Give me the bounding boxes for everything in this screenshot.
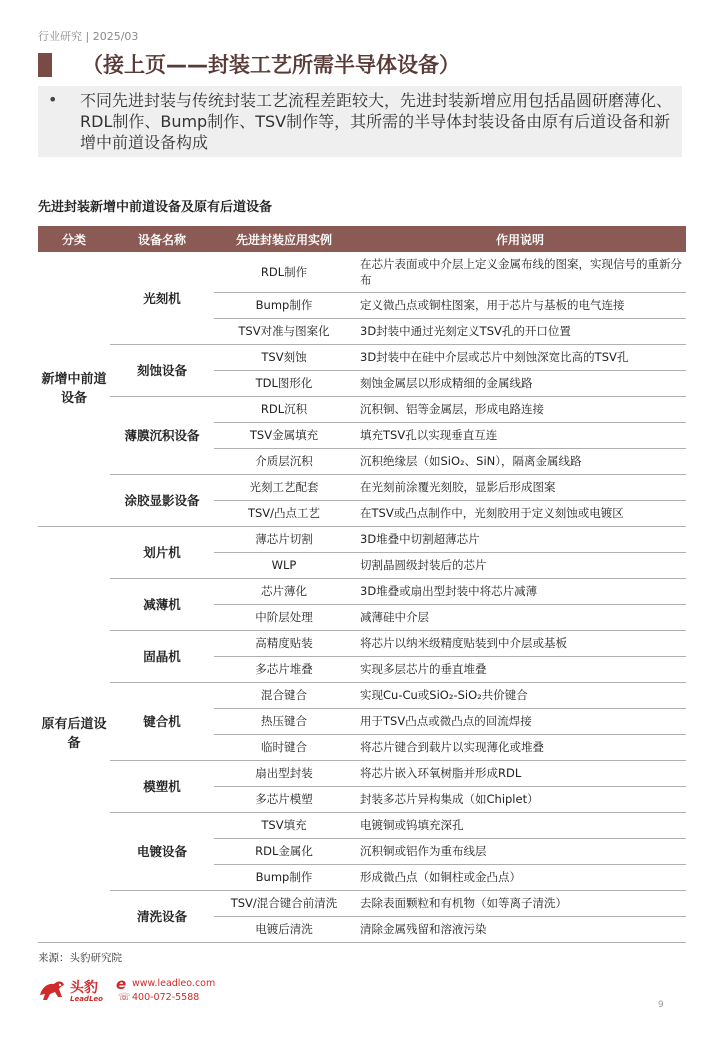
application-cell: TSV对准与图案化 (214, 318, 354, 344)
equipment-die-bonder: 固晶机 (110, 630, 214, 682)
application-cell: 多芯片堆叠 (214, 656, 354, 682)
application-cell: 芯片薄化 (214, 578, 354, 604)
equipment-coating: 涂胶显影设备 (110, 474, 214, 526)
equipment-thinning: 减薄机 (110, 578, 214, 630)
equipment-plating: 电镀设备 (110, 812, 214, 890)
application-cell: 电镀后清洗 (214, 916, 354, 942)
page-title-bar (38, 50, 688, 80)
table-header-row (38, 226, 686, 252)
application-cell: TSV填充 (214, 812, 354, 838)
header-application: 先进封装应用实例 (214, 226, 354, 252)
equipment-cleaning: 清洗设备 (110, 890, 214, 942)
equipment-table (38, 226, 686, 943)
description-cell: 封装多芯片异构集成（如Chiplet） (354, 786, 686, 812)
application-cell: TSV/凸点工艺 (214, 500, 354, 526)
description-cell: 减薄硅中介层 (354, 604, 686, 630)
equipment-dicing: 划片机 (110, 526, 214, 578)
application-cell: WLP (214, 552, 354, 578)
summary-box (38, 86, 682, 157)
group-frontend: 新增中前道设备 (38, 252, 110, 526)
brand-logo[interactable] (38, 975, 238, 1007)
header-equipment: 设备名称 (110, 226, 214, 252)
description-cell: 形成微凸点（如铜柱或金凸点） (354, 864, 686, 890)
equipment-lithography: 光刻机 (110, 252, 214, 344)
table-row (38, 578, 686, 604)
application-cell: 临时键合 (214, 734, 354, 760)
application-cell: 中阶层处理 (214, 604, 354, 630)
header-description: 作用说明 (354, 226, 686, 252)
application-cell: 热压键合 (214, 708, 354, 734)
application-cell: Bump制作 (214, 864, 354, 890)
web-e-icon: e (116, 975, 127, 993)
brand-name-cn: 头豹 (70, 980, 98, 996)
table-row (38, 526, 686, 552)
description-cell: 在光刻前涂覆光刻胶，显影后形成图案 (354, 474, 686, 500)
description-cell: 去除表面颗粒和有机物（如等离子清洗） (354, 890, 686, 916)
description-cell: 切割晶圆级封装后的芯片 (354, 552, 686, 578)
table-row (38, 760, 686, 786)
description-cell: 定义微凸点或铜柱图案，用于芯片与基板的电气连接 (354, 292, 686, 318)
page-number: 9 (658, 1000, 664, 1010)
application-cell: 混合键合 (214, 682, 354, 708)
application-cell: 高精度贴装 (214, 630, 354, 656)
table-row (38, 344, 686, 370)
equipment-bonder: 键合机 (110, 682, 214, 760)
application-cell: TDL图形化 (214, 370, 354, 396)
application-cell: TSV/混合键合前清洗 (214, 890, 354, 916)
application-cell: TSV刻蚀 (214, 344, 354, 370)
bullet-icon: • (48, 90, 58, 109)
description-cell: 在芯片表面或中介层上定义金属布线的图案，实现信号的重新分布 (354, 252, 686, 292)
description-cell: 在TSV或凸点制作中，光刻胶用于定义刻蚀或电镀区 (354, 500, 686, 526)
phone-icon: ☏ (118, 992, 131, 1003)
brand-name-en: LeadLeo (70, 995, 103, 1003)
description-cell: 3D封装中通过光刻定义TSV孔的开口位置 (354, 318, 686, 344)
description-cell: 沉积铜或铝作为重布线层 (354, 838, 686, 864)
application-cell: 光刻工艺配套 (214, 474, 354, 500)
table-row (38, 396, 686, 422)
summary-text: 不同先进封装与传统封装工艺流程差距较大，先进封装新增应用包括晶圆研磨薄化、RDL制作、Bump制作、TSV制作等，其所需的半导体封装设备由原有后道设备和新增中前道设备构成 (80, 91, 673, 152)
description-cell: 3D堆叠中切割超薄芯片 (354, 526, 686, 552)
description-cell: 清除金属残留和溶液污染 (354, 916, 686, 942)
description-cell: 将芯片以纳米级精度贴装到中介层或基板 (354, 630, 686, 656)
table-row (38, 252, 686, 292)
application-cell: 多芯片模塑 (214, 786, 354, 812)
description-cell: 填充TSV孔以实现垂直互连 (354, 422, 686, 448)
description-cell: 电镀铜或钨填充深孔 (354, 812, 686, 838)
application-cell: 扇出型封装 (214, 760, 354, 786)
source-note: 来源：头豹研究院 (38, 952, 122, 964)
application-cell: RDL沉积 (214, 396, 354, 422)
application-cell: RDL制作 (214, 252, 354, 292)
description-cell: 将芯片嵌入环氧树脂并形成RDL (354, 760, 686, 786)
table-row (38, 682, 686, 708)
phone-number: 400-072-5588 (132, 992, 200, 1003)
leopard-logo-icon (38, 977, 66, 1003)
description-cell: 实现多层芯片的垂直堆叠 (354, 656, 686, 682)
table-row (38, 474, 686, 500)
application-cell: RDL金属化 (214, 838, 354, 864)
description-cell: 用于TSV凸点或微凸点的回流焊接 (354, 708, 686, 734)
application-cell: Bump制作 (214, 292, 354, 318)
website-link[interactable]: www.leadleo.com (132, 978, 216, 989)
equipment-molding: 模塑机 (110, 760, 214, 812)
description-cell: 将芯片键合到载片以实现薄化或堆叠 (354, 734, 686, 760)
group-backend: 原有后道设备 (38, 526, 110, 942)
application-cell: TSV金属填充 (214, 422, 354, 448)
table-title: 先进封装新增中前道设备及原有后道设备 (38, 200, 273, 215)
page-title: （接上页——封装工艺所需半导体设备） (82, 53, 460, 77)
description-cell: 沉积铜、铝等金属层，形成电路连接 (354, 396, 686, 422)
description-cell: 实现Cu-Cu或SiO₂-SiO₂共价键合 (354, 682, 686, 708)
application-cell: 介质层沉积 (214, 448, 354, 474)
application-cell: 薄芯片切割 (214, 526, 354, 552)
report-header-tag: 行业研究 | 2025/03 (38, 30, 139, 43)
equipment-deposition: 薄膜沉积设备 (110, 396, 214, 474)
title-accent-mark (38, 53, 52, 77)
table-row (38, 630, 686, 656)
equipment-etching: 刻蚀设备 (110, 344, 214, 396)
description-cell: 沉积绝缘层（如SiO₂、SiN），隔离金属线路 (354, 448, 686, 474)
table-row (38, 890, 686, 916)
description-cell: 3D堆叠或扇出型封装中将芯片减薄 (354, 578, 686, 604)
description-cell: 3D封装中在硅中介层或芯片中刻蚀深宽比高的TSV孔 (354, 344, 686, 370)
table-row (38, 812, 686, 838)
header-category: 分类 (38, 226, 110, 252)
description-cell: 刻蚀金属层以形成精细的金属线路 (354, 370, 686, 396)
